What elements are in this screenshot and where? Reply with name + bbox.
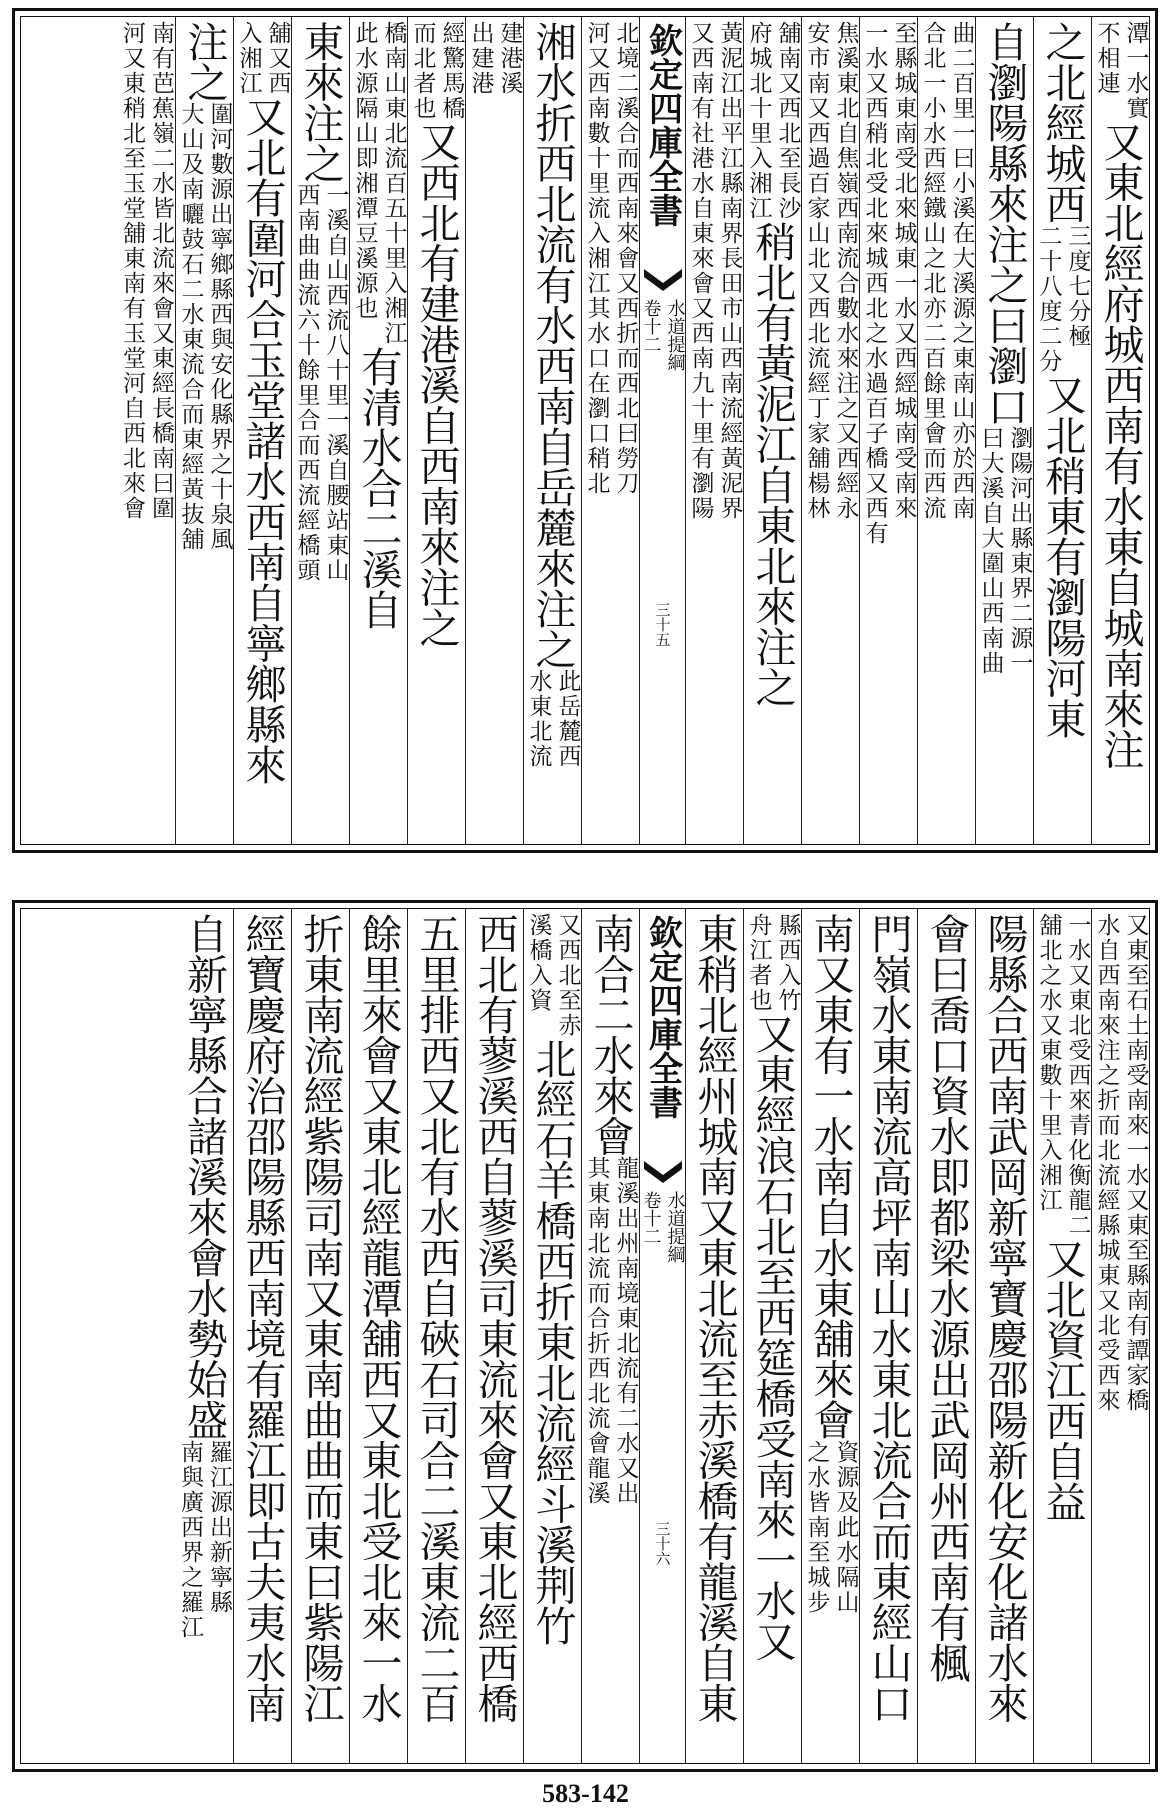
main-text: 餘里來會又東北經龍潭舖西又東北受北來一水: [354, 913, 403, 1723]
commentary-pair: [175, 1440, 233, 1640]
commentary-pair: [1092, 913, 1150, 1413]
main-text-continued: 又東經浪石北至西筵橋受南來一水又: [748, 1013, 797, 1661]
main-text: 西北有蓼溪西自蓼溪司東流來會又東北經西橋: [470, 913, 519, 1723]
commentary-right: 橋南山東北流百五十里入湘江: [380, 21, 407, 346]
commentary-right: 北境二溪合而西南來會又西折而西北曰勞刀: [612, 21, 639, 496]
commentary-left: 河又西南數十里流入湘江其水口在瀏口稍北: [583, 21, 610, 496]
text-column: [523, 17, 581, 844]
commentary-right: 資源及此水隔山: [832, 1439, 859, 1615]
text-column: [859, 17, 917, 844]
text-column: [975, 909, 1033, 1763]
text-column-content: [802, 913, 859, 1615]
commentary-right: 此岳麓西: [554, 669, 581, 769]
text-column-content: [524, 913, 581, 1646]
main-text-continued: 有清水合二溪自: [354, 346, 403, 630]
commentary-pair: [744, 913, 802, 1013]
text-column: [1091, 17, 1149, 844]
commentary-pair: [350, 21, 408, 346]
text-column: [465, 909, 523, 1763]
main-text-continued: 又北稍東有瀏陽河東: [1038, 373, 1087, 738]
main-text: 會曰喬口: [922, 913, 971, 1075]
book-title: 欽定四庫全書: [642, 915, 683, 1119]
text-column: [349, 909, 407, 1763]
center-column-gutter: [639, 909, 685, 1763]
commentary-left: 大山及南曬鼓石二水東流合而東經黃抜舖: [177, 102, 204, 552]
commentary-pair: [860, 21, 918, 546]
text-column-content: [176, 21, 233, 552]
text-column-content: [350, 913, 407, 1723]
text-column: [1033, 909, 1091, 1763]
commentary-left: 而北者也: [409, 21, 436, 121]
text-column-content: [117, 21, 175, 521]
commentary-pair: [1034, 913, 1092, 1238]
fish-tail-mark-icon: [644, 1161, 682, 1183]
text-column: [175, 17, 233, 844]
commentary-pair: [1034, 224, 1092, 374]
top-page-frame: [20, 16, 1150, 845]
text-column-content: [234, 21, 291, 785]
commentary-right: 曲二百里一曰小溪在大溪源之東南山亦於西南: [948, 21, 975, 521]
text-column-content: [524, 21, 581, 769]
commentary-left: 又西南有社港水自東來會又西南九十里有瀏陽: [687, 21, 714, 521]
text-column-content: [466, 21, 523, 96]
fish-tail-mark-icon: [644, 269, 682, 291]
commentary-right: 一水又東北受西來青化衡龍二: [1064, 913, 1091, 1238]
commentary-right: 又西北至赤: [554, 913, 581, 1038]
main-text: 湘水折西北流有水西南自岳麓來注之: [528, 21, 577, 669]
commentary-left: 不相連: [1093, 21, 1120, 96]
commentary-pair: [744, 21, 802, 221]
text-column: [233, 909, 291, 1763]
commentary-left: 舖北之水又東數十里入湘江: [1035, 913, 1062, 1213]
commentary-pair: [292, 183, 350, 583]
commentary-left: 水東北流: [525, 669, 552, 769]
commentary-left: 入湘江: [235, 21, 262, 96]
main-text: 南合二水來會: [586, 913, 635, 1156]
text-column-content: [686, 913, 743, 1723]
book-title: 欽定四庫全書: [642, 23, 683, 227]
text-column: [581, 17, 639, 844]
main-text: 折東南流經紫陽司南又東南曲曲而東曰紫陽江: [296, 913, 345, 1723]
text-column: [801, 909, 859, 1763]
text-column: [917, 909, 975, 1763]
commentary-left: 二十八度二分: [1035, 223, 1062, 374]
folio-number: 三十五: [653, 602, 672, 647]
commentary-left: 其東南北流而合折西北流會龍溪: [583, 1156, 610, 1506]
text-column: [291, 909, 349, 1763]
text-column: [465, 17, 523, 844]
main-text: 門嶺水東南流高坪南山水東北流合而東經山口: [864, 913, 913, 1723]
commentary-left: 府城北十里入湘江: [745, 21, 772, 221]
text-column: [1033, 17, 1091, 844]
commentary-left: 曰大溪自大圍山西南曲: [977, 426, 1004, 676]
main-text: 自新寧縣合諸溪來會水勢始盛: [180, 913, 228, 1440]
commentary-right: 圍河數源出寧鄉縣西與安化縣界之十泉風: [206, 102, 233, 552]
text-column-content: [175, 913, 233, 1640]
commentary-pair: [686, 21, 744, 521]
main-text: 東稍北經州城南又東北流至赤溪橋有龍溪自東: [690, 913, 739, 1723]
commentary-left: 南與廣西界之羅江: [177, 1439, 203, 1640]
chapter-name: 水道提綱: [664, 299, 685, 371]
main-text: 經寶慶府治邵陽縣西南境有羅江即古夫夷水南: [238, 913, 287, 1723]
text-column: [685, 909, 743, 1763]
center-column-gutter: [639, 17, 685, 844]
main-text: 東來注之: [296, 21, 345, 183]
text-column: [801, 17, 859, 844]
text-column-content: [466, 913, 523, 1723]
text-column: [743, 909, 801, 1763]
main-text: 自瀏陽縣來注之曰瀏口: [980, 21, 1029, 426]
text-column-content: [860, 21, 917, 546]
text-column: [407, 909, 465, 1763]
page-code-footer: 583-142: [542, 1779, 629, 1808]
text-column-content: [350, 21, 407, 630]
commentary-right: 焦溪東北自焦嶺西南流合數水來注之又西經永: [832, 21, 859, 521]
commentary-right: 舖又西: [264, 21, 291, 96]
commentary-pair: [582, 21, 640, 496]
main-text-continued: 又北資江西自益: [1038, 1238, 1087, 1522]
commentary-left: 舟江者也: [745, 913, 772, 1013]
commentary-pair: [802, 21, 860, 521]
text-column-content: [1034, 913, 1091, 1522]
bottom-page-frame: [20, 908, 1150, 1764]
text-column-content: [744, 21, 801, 707]
commentary-pair: [802, 1440, 860, 1615]
text-column: [975, 17, 1033, 844]
commentary-right: 三度七分極: [1064, 223, 1091, 349]
commentary-right: 至縣城東南受北來城東一水又西經城南受南來: [890, 21, 917, 521]
main-text: 注之: [180, 21, 229, 102]
main-text-continued: 資水即都梁水源出武岡州西南有楓: [922, 1075, 971, 1683]
text-column-content: [918, 21, 975, 521]
text-column-content: [976, 913, 1033, 1723]
chapter-label: [640, 299, 686, 371]
main-text-continued: 又北有圍河合玉堂諸水西南自寧鄉縣來: [238, 96, 287, 785]
commentary-right: 南有芭蕉嶺二水皆北流來會又東經長橋南曰圍: [148, 21, 174, 521]
commentary-pair: [408, 21, 466, 121]
commentary-left: 安市南又西過百家山北又西北流經丁家舖楊林: [803, 21, 830, 521]
text-column: [175, 909, 233, 1763]
text-column-content: [292, 21, 349, 583]
main-text-continued: 又東北經府城西南有水東自城南來注: [1096, 121, 1145, 769]
text-column-content: [802, 21, 859, 521]
commentary-right: 黃泥江出平江縣南界長田市山西南流經黃泥界: [716, 21, 743, 521]
commentary-pair: [918, 21, 976, 521]
commentary-pair: [234, 21, 292, 96]
volume-name: 卷十二: [640, 299, 662, 353]
text-column: [859, 909, 917, 1763]
commentary-left: 出建港: [467, 21, 494, 96]
commentary-left: 溪橋入資: [525, 913, 552, 1013]
main-text: 五里排西又北有水西自硤石司合二溪東流二百: [412, 913, 461, 1723]
commentary-right: 羅江源出新寧縣: [206, 1439, 232, 1615]
commentary-right: 又東至石土南受南來一水又東至縣南有譚家橋: [1122, 913, 1149, 1413]
text-column-content: [976, 21, 1033, 676]
commentary-left: 河又東稍北至玉堂舖東南有玉堂河自西北來會: [119, 21, 145, 521]
commentary-pair: [976, 426, 1034, 676]
text-column-content: [686, 21, 743, 521]
text-column-content: [918, 913, 975, 1683]
text-column-content: [234, 913, 291, 1723]
commentary-pair: [524, 913, 582, 1038]
commentary-pair: [1092, 21, 1150, 121]
commentary-right: 瀏陽河出縣東界二源一: [1006, 426, 1033, 676]
text-column-content: [408, 913, 465, 1723]
text-column: [1091, 909, 1149, 1763]
commentary-left: 西南曲曲流六十餘里合而西流經橋頭: [293, 183, 320, 583]
text-column: [685, 17, 743, 844]
text-column-content: [1092, 913, 1149, 1413]
commentary-pair: [466, 21, 524, 96]
text-column-content: [408, 21, 465, 648]
commentary-pair: [582, 1156, 640, 1506]
text-column-content: [1034, 21, 1091, 738]
commentary-pair: [176, 102, 234, 552]
top-page: [12, 8, 1158, 853]
text-column-content: [292, 913, 349, 1723]
main-text: 南又東有一水南自水東舖來會: [806, 913, 855, 1440]
bottom-page: [12, 900, 1158, 1772]
text-column: [233, 17, 291, 844]
commentary-pair: [524, 669, 582, 769]
text-column: [917, 17, 975, 844]
commentary-right: 建港溪: [496, 21, 523, 96]
text-column: [743, 17, 801, 844]
text-column: [349, 17, 407, 844]
text-column: [407, 17, 465, 844]
main-text-continued: 又西北有建港溪自西南來注之: [412, 121, 461, 648]
text-column-content: [744, 913, 801, 1661]
commentary-right: 舖南又西北至長沙: [774, 21, 801, 221]
commentary-pair: [117, 21, 175, 521]
volume-name: 卷十二: [640, 1191, 662, 1245]
main-text: 陽縣合西南武岡新寧寶慶邵陽新化安化諸水來: [980, 913, 1029, 1723]
commentary-left: 水自西南來注之折而北流經縣城東又北受西來: [1093, 913, 1120, 1413]
text-column-content: [1092, 21, 1149, 769]
text-column-content: [582, 913, 639, 1506]
commentary-left: 之水皆南至城步: [803, 1439, 830, 1615]
commentary-left: 此水源隔山即湘潭豆溪源也: [351, 21, 378, 321]
text-column-content: [860, 913, 917, 1723]
commentary-right: 經驚馬橋: [438, 21, 465, 121]
commentary-right: 潭一水實: [1122, 21, 1149, 121]
text-column: [117, 17, 175, 844]
main-text-continued: 稍北有黃泥江自東北來注之: [748, 221, 797, 707]
commentary-right: 龍溪出州南境東北流有二水又出: [612, 1156, 639, 1506]
text-column: [523, 909, 581, 1763]
main-text-continued: 北經石羊橋西折東北流經斗溪荆竹: [528, 1038, 577, 1646]
folio-number: 三十六: [653, 1521, 672, 1566]
bottom-text-columns: [21, 909, 1149, 1763]
commentary-right: 縣西入竹: [774, 913, 801, 1013]
commentary-left: 一水又西稍北受北來城西北之水過百子橋又西有: [861, 21, 888, 546]
chapter-label: [640, 1191, 686, 1263]
commentary-right: 一溪自山西流八十里一溪自腰站東山: [322, 183, 349, 583]
text-column: [581, 909, 639, 1763]
commentary-left: 合北一小水西經鐵山之北亦二百餘里會而西流: [919, 21, 946, 521]
main-text: 之北經城西: [1038, 21, 1087, 224]
top-text-columns: [21, 17, 1149, 844]
chapter-name: 水道提綱: [664, 1191, 685, 1263]
text-column-content: [582, 21, 639, 496]
text-column: [291, 17, 349, 844]
